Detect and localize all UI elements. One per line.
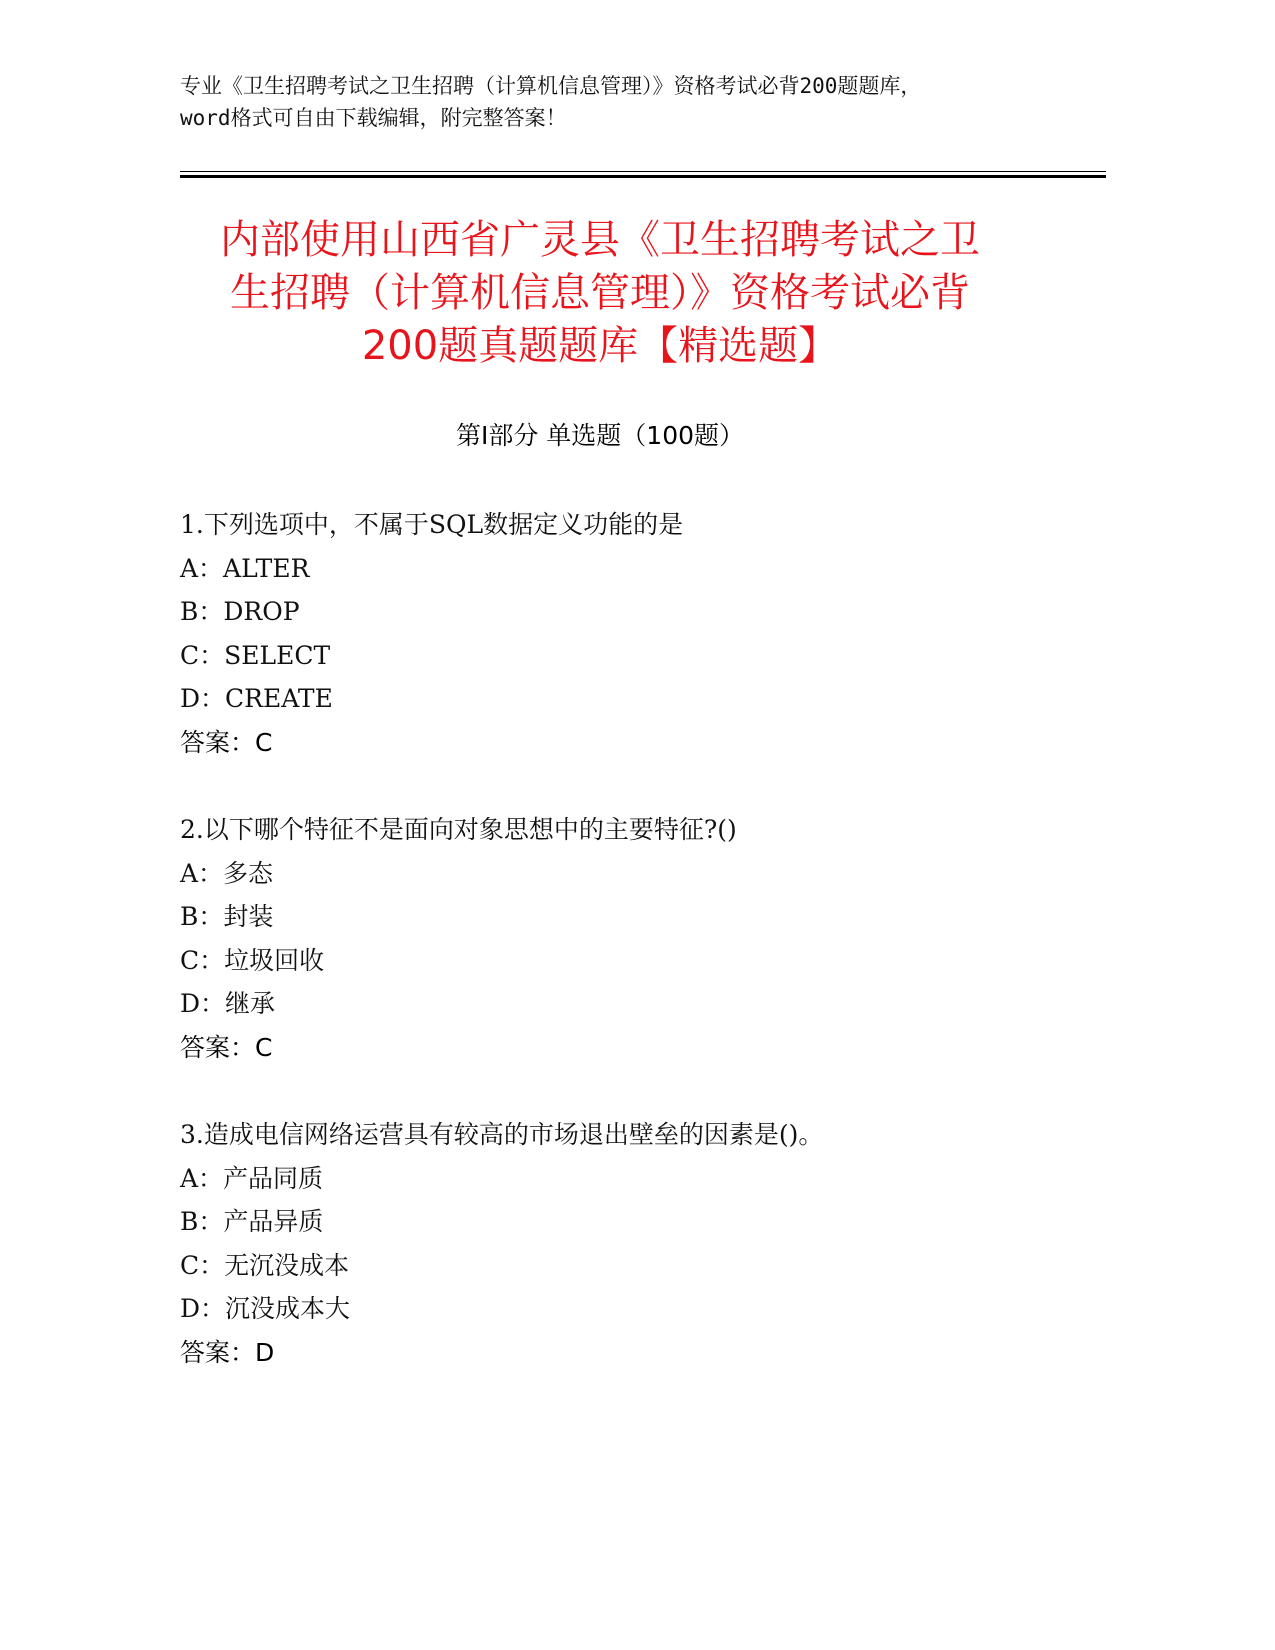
document-title-line-2: 生招聘（计算机信息管理）》资格考试必背: [230, 270, 970, 316]
option-b: B：DROP: [180, 597, 300, 626]
option-b: B：产品异质: [180, 1207, 324, 1236]
header-divider-thick: [180, 175, 1106, 178]
option-d: D：沉没成本大: [180, 1294, 351, 1323]
answer: 答案：D: [180, 1337, 275, 1367]
option-b: B：封装: [180, 902, 274, 931]
question-stem: 3.造成电信网络运营具有较高的市场退出壁垒的因素是()。: [180, 1120, 824, 1149]
answer: 答案：C: [180, 1032, 273, 1062]
header-note: [180, 70, 1080, 134]
question-1: [180, 503, 1080, 764]
option-c: C：垃圾回收: [180, 945, 325, 975]
option-d: D：继承: [180, 989, 276, 1018]
question-stem: 1.下列选项中，不属于SQL数据定义功能的是: [180, 510, 684, 539]
section-title: 第Ⅰ部分 单选题（100题）: [455, 421, 745, 450]
header-divider-thin: [180, 171, 1106, 172]
question-stem: 2.以下哪个特征不是面向对象思想中的主要特征?(): [180, 815, 737, 844]
option-a: A：多态: [180, 858, 274, 888]
question-3: [180, 1113, 1080, 1374]
option-c: C：SELECT: [180, 640, 331, 670]
option-c: C：无沉没成本: [180, 1250, 350, 1280]
answer: 答案：C: [180, 727, 273, 757]
question-2: [180, 808, 1080, 1069]
option-a: A：产品同质: [180, 1163, 324, 1193]
document-title-line-1: 内部使用山西省广灵县《卫生招聘考试之卫: [220, 217, 980, 263]
document-title-line-3: 200题真题题库【精选题】: [361, 323, 839, 369]
option-a: A：ALTER: [180, 553, 310, 583]
option-d: D：CREATE: [180, 684, 333, 713]
document-title: [150, 214, 1050, 373]
header-note-line-2: word格式可自由下载编辑，附完整答案！: [180, 106, 567, 130]
header-note-line-1: 专业《卫生招聘考试之卫生招聘（计算机信息管理）》资格考试必背200题题库，: [180, 74, 922, 98]
